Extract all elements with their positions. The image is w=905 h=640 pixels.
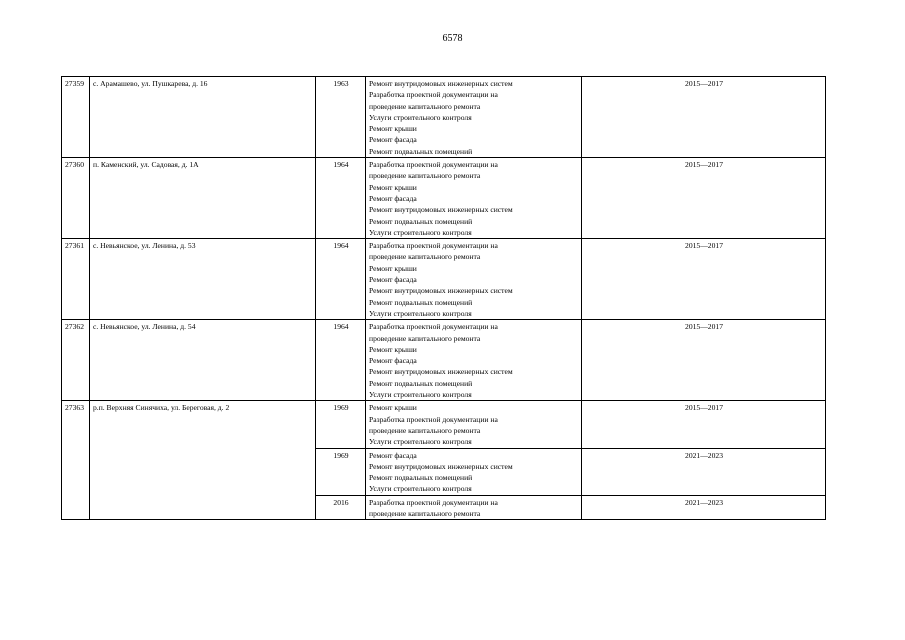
works-cell	[366, 448, 582, 495]
work-item: Ремонт внутридомовых инженерных систем	[369, 461, 513, 471]
work-item: Разработка проектной документации на	[369, 322, 498, 332]
work-item: Разработка проектной документации на	[369, 414, 498, 424]
works-cell	[366, 77, 582, 158]
work-item: Ремонт внутридомовых инженерных систем	[369, 367, 513, 377]
works-cell	[366, 495, 582, 520]
work-item: Ремонт подвальных помещений	[369, 473, 473, 483]
period-cell: 2015—2017	[582, 158, 826, 239]
year-cell: 1964	[316, 239, 366, 320]
work-item: Услуги строительного контроля	[369, 437, 472, 447]
row-number: 27359	[62, 77, 90, 158]
period-cell: 2021—2023	[582, 448, 826, 495]
table-row	[62, 401, 826, 448]
year-cell: 1969	[316, 401, 366, 448]
works-cell	[366, 239, 582, 320]
work-item: Ремонт крыши	[369, 182, 417, 192]
work-item: Ремонт подвальных помещений	[369, 146, 473, 156]
work-item: Ремонт фасада	[369, 275, 417, 285]
work-item: проведение капитального ремонта	[369, 101, 481, 111]
table-row	[62, 158, 826, 239]
work-item: Ремонт фасада	[369, 193, 417, 203]
works-cell	[366, 158, 582, 239]
work-item: Ремонт фасада	[369, 135, 417, 145]
work-item: Ремонт крыши	[369, 263, 417, 273]
work-item: проведение капитального ремонта	[369, 425, 481, 435]
work-item: Ремонт внутридомовых инженерных систем	[369, 79, 513, 88]
work-item: Ремонт внутридомовых инженерных систем	[369, 286, 513, 296]
period-cell: 2015—2017	[582, 320, 826, 401]
table-body	[62, 77, 826, 520]
capital-repair-table	[61, 76, 826, 520]
work-item: Разработка проектной документации на	[369, 90, 498, 100]
work-item: Ремонт подвальных помещений	[369, 297, 473, 307]
year-cell: 1963	[316, 77, 366, 158]
works-cell	[366, 401, 582, 448]
work-item: проведение капитального ремонта	[369, 171, 481, 181]
table-row	[62, 239, 826, 320]
year-cell: 1964	[316, 320, 366, 401]
work-item: Ремонт крыши	[369, 403, 417, 413]
work-item: Разработка проектной документации на	[369, 497, 498, 507]
address-cell: с. Арамашево, ул. Пушкарева, д. 16	[90, 77, 316, 158]
page-number: 6578	[442, 33, 463, 44]
period-cell: 2021—2023	[582, 495, 826, 520]
work-item: Услуги строительного контроля	[369, 112, 472, 122]
table-row	[62, 77, 826, 158]
work-item: Ремонт подвальных помещений	[369, 216, 473, 226]
work-item: Услуги строительного контроля	[369, 308, 472, 318]
address-cell: с. Невьянское, ул. Ленина, д. 54	[90, 320, 316, 401]
work-item: Услуги строительного контроля	[369, 227, 472, 237]
work-item: Ремонт фасада	[369, 356, 417, 366]
address-cell: п. Каменский, ул. Садовая, д. 1А	[90, 158, 316, 239]
year-cell: 2016	[316, 495, 366, 520]
work-item: Услуги строительного контроля	[369, 484, 472, 494]
work-item: Ремонт крыши	[369, 124, 417, 134]
work-item: проведение капитального ремонта	[369, 252, 481, 262]
work-item: Ремонт крыши	[369, 344, 417, 354]
row-number: 27361	[62, 239, 90, 320]
period-cell: 2015—2017	[582, 77, 826, 158]
table-row	[62, 320, 826, 401]
work-item: Ремонт фасада	[369, 450, 417, 460]
year-cell: 1969	[316, 448, 366, 495]
work-item: проведение капитального ремонта	[369, 333, 481, 343]
row-number: 27362	[62, 320, 90, 401]
period-cell: 2015—2017	[582, 401, 826, 448]
work-item: Разработка проектной документации на	[369, 160, 498, 170]
period-cell: 2015—2017	[582, 239, 826, 320]
address-cell: р.п. Верхняя Синячиха, ул. Береговая, д. 2	[90, 401, 316, 520]
work-item: Ремонт подвальных помещений	[369, 378, 473, 388]
year-cell: 1964	[316, 158, 366, 239]
work-item: Ремонт внутридомовых инженерных систем	[369, 205, 513, 215]
work-item: Разработка проектной документации на	[369, 241, 498, 251]
work-item: проведение капитального ремонта	[369, 508, 481, 518]
works-cell	[366, 320, 582, 401]
row-number: 27363	[62, 401, 90, 520]
address-cell: с. Невьянское, ул. Ленина, д. 53	[90, 239, 316, 320]
row-number: 27360	[62, 158, 90, 239]
work-item: Услуги строительного контроля	[369, 390, 472, 400]
